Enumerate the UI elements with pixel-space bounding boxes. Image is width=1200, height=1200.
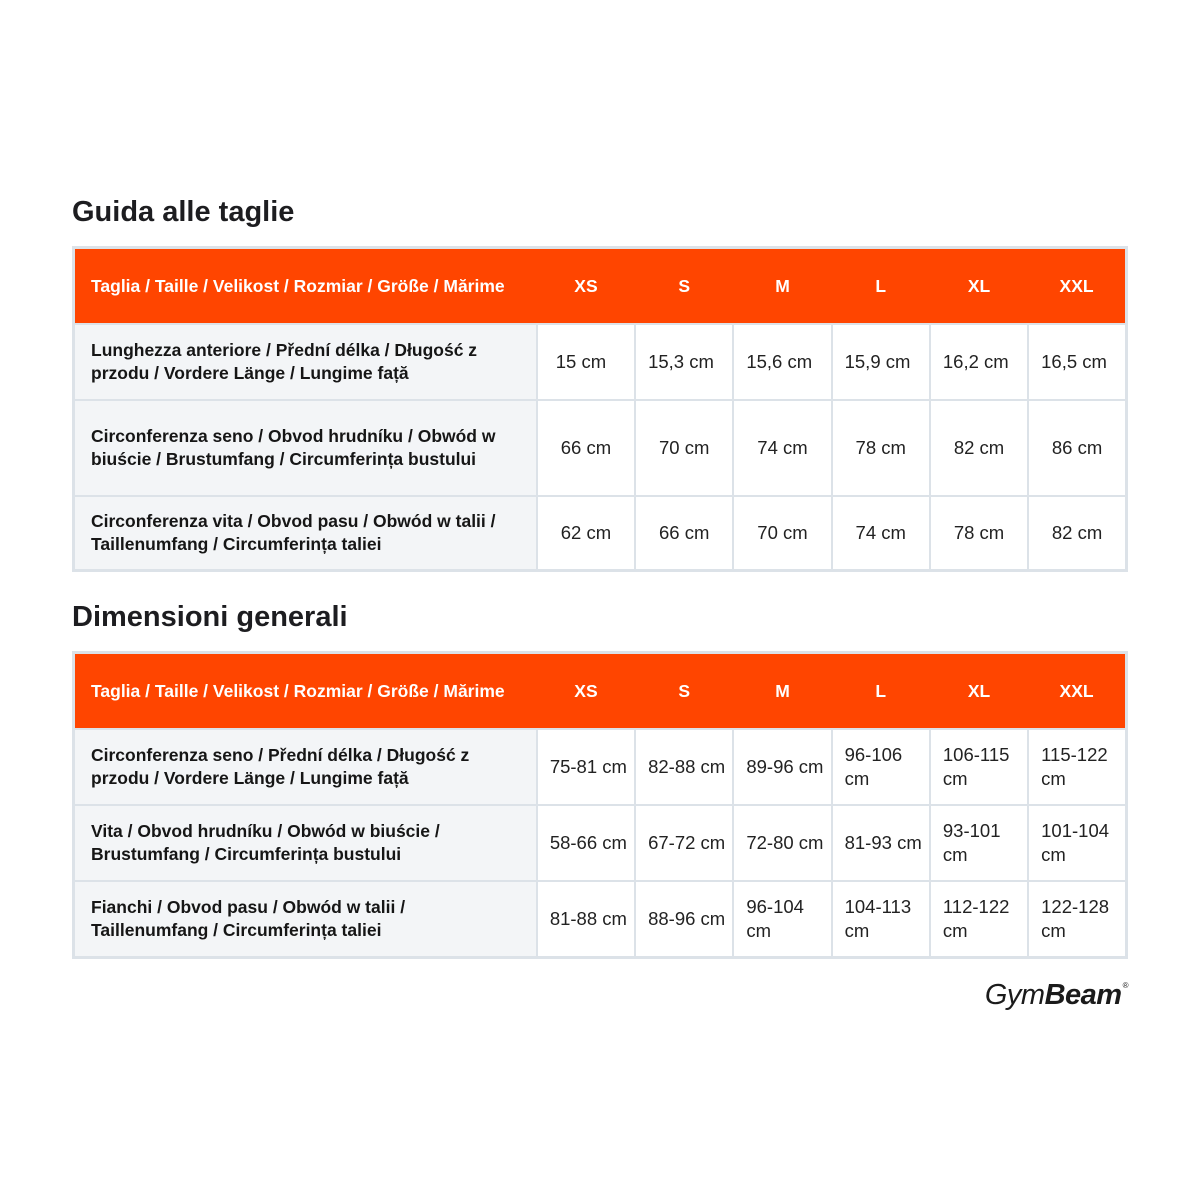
table-cell: 62 cm [537,496,635,571]
table-cell: 74 cm [832,496,930,571]
table-cell: 66 cm [635,496,733,571]
table-row [74,881,1127,958]
table-cell: 70 cm [733,496,831,571]
table-header-row [74,653,1127,730]
table-cell: 72-80 cm [733,805,831,881]
table-cell: 82-88 cm [635,729,733,805]
table-cell: 104-113 cm [832,881,930,958]
table-cell: 88-96 cm [635,881,733,958]
table-cell: 78 cm [832,400,930,496]
logo-text-bold: Beam [1044,979,1122,1011]
size-header-s: S [635,248,733,325]
size-header-m: M [733,248,831,325]
table-row [74,805,1127,881]
row-label: Fianchi / Obvod pasu / Obwód w talii / Taillenumfang / Circumferința taliei [74,881,537,958]
table-cell: 82 cm [1028,496,1126,571]
row-label: Lunghezza anteriore / Přední délka / Długość z przodu / Vordere Länge / Lungime față [74,324,537,400]
table-cell: 78 cm [930,496,1028,571]
row-label: Vita / Obvod hrudníku / Obwód w biuście / Brustumfang / Circumferința bustului [74,805,537,881]
registered-mark: ® [1122,981,1128,990]
table-cell: 86 cm [1028,400,1126,496]
table-cell: 75-81 cm [537,729,635,805]
table-row [74,324,1127,400]
table-cell: 15,6 cm [733,324,831,400]
size-header-xxl: XXL [1028,248,1126,325]
table-cell: 81-93 cm [832,805,930,881]
table-cell: 89-96 cm [733,729,831,805]
table-cell: 58-66 cm [537,805,635,881]
table-cell: 15 cm [537,324,635,400]
table-cell: 81-88 cm [537,881,635,958]
table-row [74,729,1127,805]
size-header-l: L [832,653,930,730]
size-header-xs: XS [537,653,635,730]
table-cell: 106-115 cm [930,729,1028,805]
size-header-xl: XL [930,653,1028,730]
general-dimensions-title: Dimensioni generali [72,601,348,633]
table-cell: 74 cm [733,400,831,496]
table-cell: 82 cm [930,400,1028,496]
table-header-row [74,248,1127,325]
general-dimensions-table [72,651,1128,959]
table-cell: 66 cm [537,400,635,496]
row-label: Circonferenza seno / Obvod hrudníku / Obwód w biuście / Brustumfang / Circumferința bustului [74,400,537,496]
table-cell: 67-72 cm [635,805,733,881]
table-cell: 16,2 cm [930,324,1028,400]
table-cell: 93-101 cm [930,805,1028,881]
row-label: Circonferenza seno / Přední délka / Długość z przodu / Vordere Länge / Lungime față [74,729,537,805]
table-cell: 96-104 cm [733,881,831,958]
table-row [74,400,1127,496]
size-header-m: M [733,653,831,730]
table-cell: 70 cm [635,400,733,496]
table-cell: 115-122 cm [1028,729,1126,805]
size-guide-table [72,246,1128,572]
row-label: Circonferenza vita / Obvod pasu / Obwód w talii / Taillenumfang / Circumferința taliei [74,496,537,571]
table-cell: 112-122 cm [930,881,1028,958]
table-cell: 15,3 cm [635,324,733,400]
size-header-l: L [832,248,930,325]
size-column-header: Taglia / Taille / Velikost / Rozmiar / Größe / Mărime [74,653,537,730]
size-guide-title: Guida alle taglie [72,196,295,228]
size-column-header: Taglia / Taille / Velikost / Rozmiar / Größe / Mărime [74,248,537,325]
gymbeam-logo [985,979,1128,1012]
size-header-xs: XS [537,248,635,325]
table-cell: 16,5 cm [1028,324,1126,400]
size-header-xl: XL [930,248,1028,325]
table-row [74,496,1127,571]
logo-text-light: Gym [984,979,1045,1011]
table-cell: 122-128 cm [1028,881,1126,958]
table-cell: 96-106 cm [832,729,930,805]
size-header-xxl: XXL [1028,653,1126,730]
table-cell: 15,9 cm [832,324,930,400]
table-cell: 101-104 cm [1028,805,1126,881]
size-header-s: S [635,653,733,730]
